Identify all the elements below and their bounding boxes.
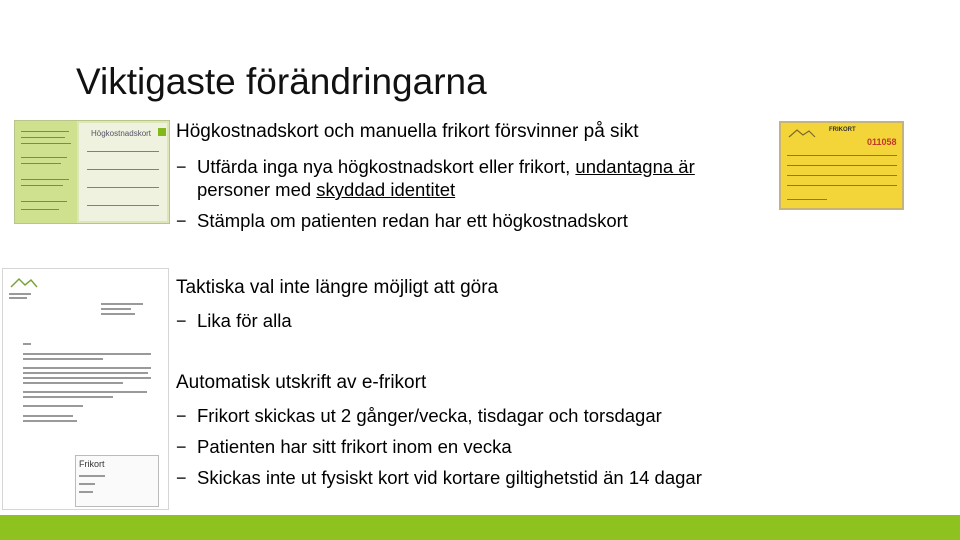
sub-bullet-3-3: Skickas inte ut fysiskt kort vid kortare giltighetstid än 14 dagar	[197, 467, 702, 488]
dash-icon: −	[176, 157, 187, 177]
sub-bullet-2-1: Lika för alla	[197, 310, 292, 331]
hogkostnadskort-image	[14, 120, 170, 224]
dash-icon: −	[176, 311, 187, 331]
dash-icon: −	[176, 406, 187, 426]
region-logo-icon	[9, 277, 39, 289]
frikort-letter-image	[2, 268, 169, 510]
frikort-yellow-image	[779, 121, 904, 210]
footer-accent-bar	[0, 515, 960, 540]
region-logo-icon	[787, 127, 817, 139]
bullet-3-text: Automatisk utskrift av e-frikort	[176, 372, 427, 393]
dash-icon: −	[176, 211, 187, 231]
frikort-heading: FRIKORT	[829, 127, 856, 133]
dash-icon: −	[176, 468, 187, 488]
sub-bullet-1-1-line1: Utfärda inga nya högkostnadskort eller frikort, undantagna är	[197, 156, 695, 177]
slide-title: Viktigaste förändringarna	[76, 61, 487, 102]
frikort-number: 011058	[867, 137, 897, 147]
sub-bullet-3-2: Patienten har sitt frikort inom en vecka	[197, 436, 512, 457]
sub-bullet-3-1: Frikort skickas ut 2 gånger/vecka, tisdagar och torsdagar	[197, 405, 662, 426]
frikort-card-label: Frikort	[79, 459, 105, 469]
card-title: Högkostnadskort	[91, 129, 152, 138]
bullet-1-text: Högkostnadskort och manuella frikort försvinner på sikt	[176, 121, 639, 142]
sub-bullet-1-1-line2: personer med skyddad identitet	[197, 179, 456, 200]
bullet-square-icon	[158, 128, 166, 136]
dash-icon: −	[176, 437, 187, 457]
undantagna-link[interactable]: undantagna är	[575, 156, 695, 177]
skyddad-identitet-link[interactable]: skyddad identitet	[316, 179, 456, 200]
sub-bullet-1-2: Stämpla om patienten redan har ett högkostnadskort	[197, 210, 628, 231]
bullet-2-text: Taktiska val inte längre möjligt att göra	[176, 277, 499, 298]
